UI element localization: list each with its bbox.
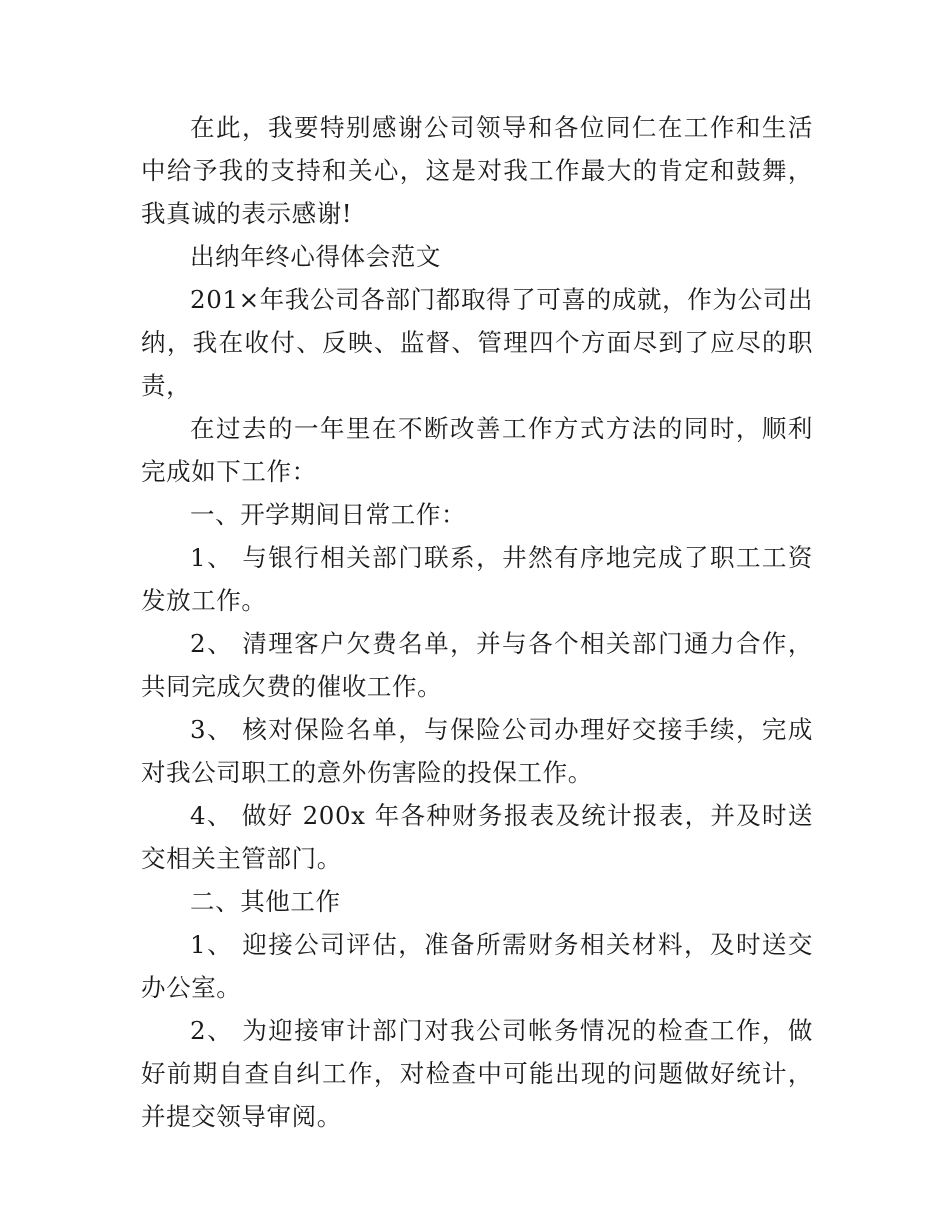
list-item: 2、 为迎接审计部门对我公司帐务情况的检查工作，做好前期自查自纠工作，对检查中可能出现的问题做好统计，并提交领导审阅。 xyxy=(141,1016,813,1131)
document-body xyxy=(141,106,813,1138)
paragraph-summary: 在过去的一年里在不断改善工作方式方法的同时，顺利完成如下工作： xyxy=(141,414,813,486)
list-item: 2、 清理客户欠费名单，并与各个相关部门通力合作，共同完成欠费的催收工作。 xyxy=(141,629,813,701)
list-item: 3、 核对保险名单，与保险公司办理好交接手续，完成对我公司职工的意外伤害险的投保工作。 xyxy=(141,715,813,787)
paragraph-thanks: 在此，我要特别感谢公司领导和各位同仁在工作和生活中给予我的支持和关心，这是对我工作最大的肯定和鼓舞，我真诚的表示感谢! xyxy=(141,113,813,228)
list-item: 1、 与银行相关部门联系，井然有序地完成了职工工资发放工作。 xyxy=(141,543,813,615)
list-item: 1、 迎接公司评估，准备所需财务相关材料，及时送交办公室。 xyxy=(141,930,813,1002)
section-heading-title: 出纳年终心得体会范文 xyxy=(190,242,441,271)
section-heading-other-work: 二、其他工作 xyxy=(190,887,341,916)
paragraph-intro: 201×年我公司各部门都取得了可喜的成就，作为公司出纳，我在收付、反映、监督、管理四个方面尽到了应尽的职责， xyxy=(141,285,813,400)
section-heading-daily-work: 一、开学期间日常工作： xyxy=(190,500,467,529)
list-item: 4、 做好 200x 年各种财务报表及统计报表，并及时送交相关主管部门。 xyxy=(141,801,813,873)
